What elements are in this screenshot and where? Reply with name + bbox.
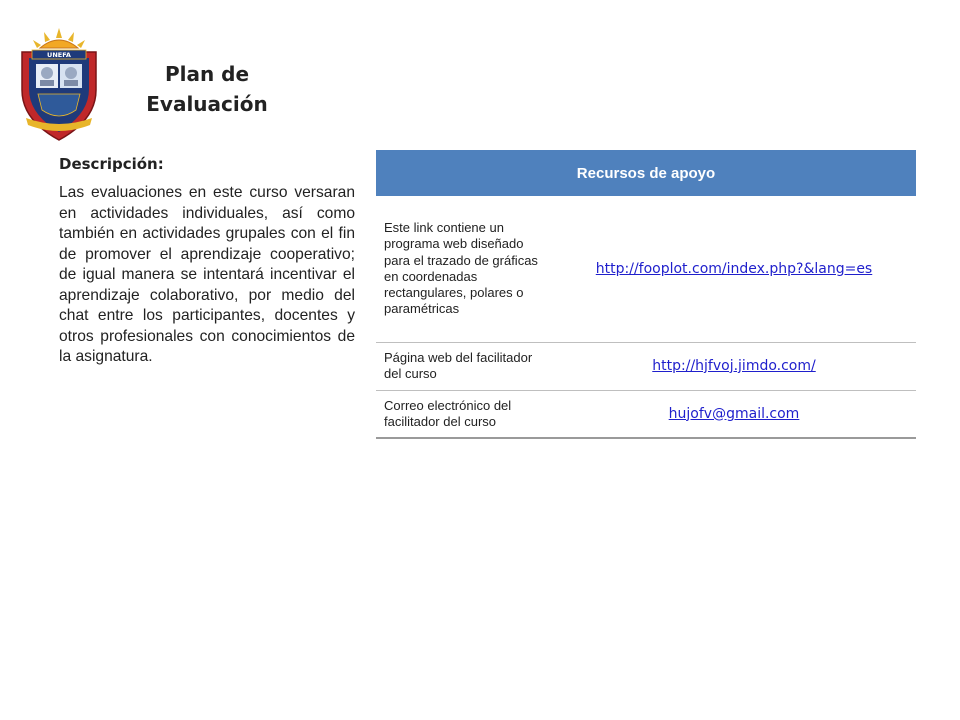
resource-link-cell: [552, 390, 916, 438]
resource-link-cell: [552, 342, 916, 390]
resource-link-cell: [552, 196, 916, 342]
description-body: Las evaluaciones en este curso versaran en actividades individuales, así como también en actividades grupales con el fin de promover el aprendizaje cooperativo; de igual manera se intentará incentivar el aprendizaje colaborativo, por medio del chat entre los participantes, docentes y otros profesionales con conocimientos de la asignatura.: [59, 184, 355, 365]
description-heading: Descripción:: [59, 155, 164, 173]
facilitator-website-link[interactable]: http://hjfvoj.jimdo.com/: [652, 357, 816, 374]
resource-description: Correo electrónico del facilitador del curso: [376, 390, 552, 438]
logo-banner-text: UNEFA: [47, 51, 71, 59]
table-row: [376, 196, 916, 342]
fooplot-link[interactable]: http://fooplot.com/index.php?&lang=es: [595, 260, 873, 277]
resource-description: Página web del facilitador del curso: [376, 342, 552, 390]
facilitator-email-link[interactable]: hujofv@gmail.com: [668, 405, 800, 422]
page-title-line-1: Plan de: [164, 62, 250, 86]
page-title-line-2: Evaluación: [146, 92, 268, 116]
resources-table-header: Recursos de apoyo: [376, 150, 916, 196]
university-logo: [16, 26, 102, 144]
university-seal-icon: [16, 26, 102, 144]
table-row: [376, 342, 916, 390]
resource-description: Este link contiene un programa web diseñado para el trazado de gráficas en coordenadas rectangulares, polares o paramétricas: [376, 196, 552, 342]
resources-table: [376, 150, 916, 439]
page-title: [132, 59, 282, 119]
table-row: [376, 390, 916, 438]
